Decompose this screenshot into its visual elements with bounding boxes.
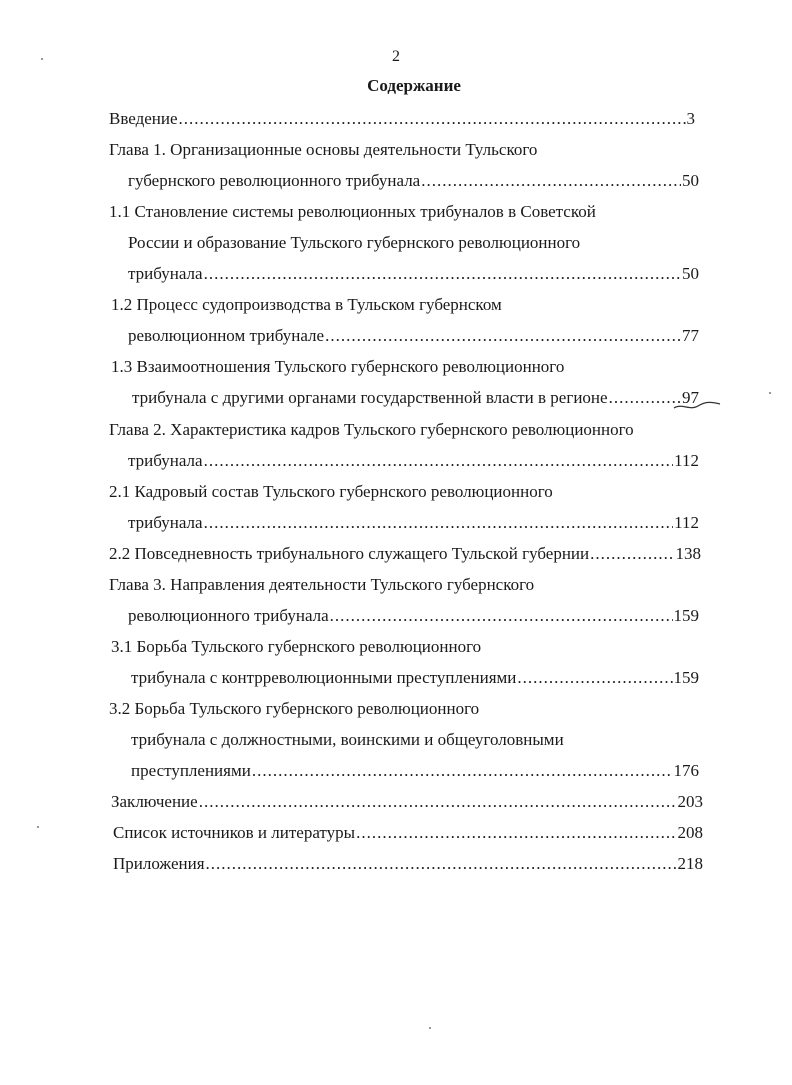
toc-page: 112 xyxy=(674,513,699,532)
toc-entry-ch2-cont: трибунала ..... 112 xyxy=(128,450,699,472)
toc-page: 77 xyxy=(682,326,699,345)
toc-entry-s1-1-cont: России и образование Тульского губернского революционного xyxy=(128,233,581,252)
leader-dots xyxy=(204,263,681,285)
leader-dots xyxy=(179,108,686,130)
scan-speck xyxy=(769,392,771,394)
toc-page: 50 xyxy=(682,171,699,190)
toc-page: 159 xyxy=(673,606,699,625)
toc-page: 97 xyxy=(682,388,699,407)
toc-entry-s2-1-cont: трибунала ..... 112 xyxy=(128,512,699,534)
handwritten-mark-icon xyxy=(672,399,722,413)
leader-dots xyxy=(199,791,677,813)
toc-page: 218 xyxy=(677,854,703,873)
leader-dots xyxy=(609,387,681,409)
leader-dots xyxy=(325,325,681,347)
page-number: 2 xyxy=(392,48,400,65)
toc-page: 50 xyxy=(682,264,699,283)
toc-entry-s1-1: 1.1 Становление системы революционных трибуналов в Советской xyxy=(109,202,596,221)
toc-entry-s2-1: 2.1 Кадровый состав Тульского губернского революционного xyxy=(109,482,553,501)
toc-entry-s3-2-cont: трибунала с должностными, воинскими и общеуголовными xyxy=(131,730,564,749)
leader-dots xyxy=(517,667,672,689)
toc-entry-ch1: Глава 1. Организационные основы деятельности Тульского xyxy=(109,140,538,159)
toc-entry-ch3: Глава 3. Направления деятельности Тульского губернского xyxy=(109,575,535,594)
toc-entry-ch1-cont: губернского революционного трибунала ..... 50 xyxy=(128,170,699,192)
leader-dots xyxy=(204,512,674,534)
toc-entry-intro: Введение ..... 3 xyxy=(109,108,695,130)
toc-entry-s3-2-cont2: преступлениями ..... 176 xyxy=(131,760,699,782)
toc-entry-sources: Список источников и литературы ..... 208 xyxy=(113,822,703,844)
leader-dots xyxy=(206,853,677,875)
toc-entry-s1-2: 1.2 Процесс судопроизводства в Тульском губернском xyxy=(111,295,502,314)
toc-entry-s1-1-cont2: трибунала ..... 50 xyxy=(128,263,699,285)
page-title: Содержание xyxy=(367,76,461,95)
toc-entry-ch3-cont: революционного трибунала ..... 159 xyxy=(128,605,699,627)
toc-page: 176 xyxy=(673,761,699,780)
toc-page: 208 xyxy=(677,823,703,842)
toc-entry-s1-3: 1.3 Взаимоотношения Тульского губернского революционного xyxy=(111,357,565,376)
toc-entry-s1-3-cont: трибунала с другими органами государственной власти в регионе ..... 97 xyxy=(132,387,699,409)
leader-dots xyxy=(590,543,674,565)
toc-entry-s3-2: 3.2 Борьба Тульского губернского революционного xyxy=(109,699,480,718)
leader-dots xyxy=(252,760,673,782)
scan-speck xyxy=(429,1027,431,1029)
toc-entry-s3-1-cont: трибунала с контрреволюционными преступлениями ..... 159 xyxy=(131,667,699,689)
leader-dots xyxy=(204,450,674,472)
scan-speck xyxy=(37,826,39,828)
toc-page: 112 xyxy=(674,451,699,470)
leader-dots xyxy=(421,170,681,192)
leader-dots xyxy=(330,605,673,627)
toc-entry-appendix: Приложения ..... 218 xyxy=(113,853,703,875)
toc-entry-s1-2-cont: революционном трибунале ..... 77 xyxy=(128,325,699,347)
leader-dots xyxy=(356,822,676,844)
toc-entry-ch2: Глава 2. Характеристика кадров Тульского губернского революционного xyxy=(109,420,634,439)
toc-page: 3 xyxy=(686,109,695,128)
toc-page: 138 xyxy=(675,544,701,563)
toc-entry-conclusion: Заключение ..... 203 xyxy=(111,791,703,813)
toc-entry-s3-1: 3.1 Борьба Тульского губернского революционного xyxy=(111,637,482,656)
toc-page: 203 xyxy=(677,792,703,811)
toc-entry-s2-2: 2.2 Повседневность трибунального служащего Тульской губернии ..... 138 xyxy=(109,543,701,565)
toc-page: 159 xyxy=(673,668,699,687)
scan-speck xyxy=(41,58,43,60)
